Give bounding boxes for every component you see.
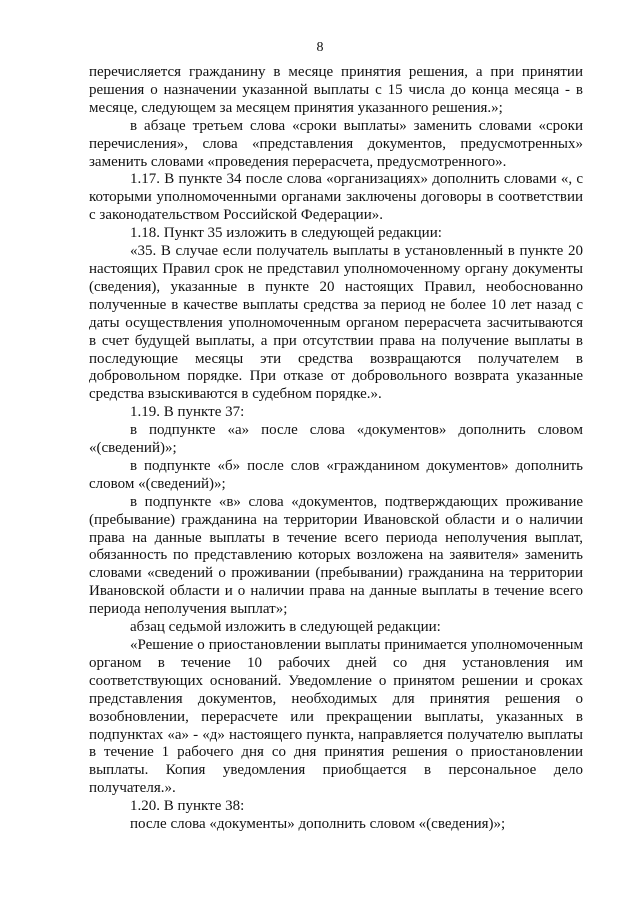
paragraph-1: перечисляется гражданину в месяце принятия решения, а при принятии решения о назначении указанной выплаты с 15 числа до конца месяца - в месяце, следующем за месяцем принятия указанного решения.»; [89,64,583,116]
paragraph-11: «Решение о приостановлении выплаты принимается уполномоченным органом в течение 10 рабочих дней со дня установления им соответствующих оснований. Уведомление о принятом решении и сроках представления документов, необходимых для принятия решения о возобновлении, перерасчете или прекращении выплаты, указанных в подпунктах «а» - «д» настоящего пункта, направляется получателю выплаты в течение 1 рабочего дня со дня принятия решения о приостановлении выплаты. Копия уведомления приобщается в персональное дело получателя.». [89,637,583,797]
paragraph-12: 1.20. В пункте 38: [130,798,245,815]
paragraph-5: «35. В случае если получатель выплаты в установленный в пункте 20 настоящих Правил срок не представил уполномоченному органу документы (сведения), указанные в пункте 20 настоящих Правил, необоснованно полученные в качестве выплаты средства за период не более 10 лет назад с даты осуществления уполномоченным органом перерасчета засчитываются в счет будущей выплаты, а при отсутствии права на получение выплаты в последующие месяцы эти средства возвращаются получателем в добровольном порядке. При отказе от добровольного возврата указанные средства взыскиваются в судебном порядке.». [89,243,583,403]
paragraph-13: после слова «документы» дополнить словом «(сведения)»; [130,816,506,833]
page-number: 8 [316,40,324,55]
document-body [89,64,583,834]
paragraph-4: 1.18. Пункт 35 изложить в следующей редакции: [130,225,442,242]
paragraph-7: в подпункте «а» после слова «документов» дополнить словом «(сведений)»; [89,422,583,457]
paragraph-6: 1.19. В пункте 37: [130,404,245,421]
paragraph-9: в подпункте «в» слова «документов, подтверждающих проживание (пребывание) гражданина на территории Ивановской области и о наличии права на данные выплаты в течение всего периода неполучения выплат, обязанность по представлению которых возложена на заявителя» заменить словами «сведений о проживании (пребывании) гражданина на территории Ивановской области и о наличии права на данные выплаты в течение всего периода неполучения выплат»; [89,493,583,618]
paragraph-3: 1.17. В пункте 34 после слова «организациях» дополнить словами «, с которыми уполномоченными органами заключены договоры в соответствии с законодательством Российской Федерации». [89,171,583,224]
paragraph-2: в абзаце третьем слова «сроки выплаты» заменить словами «сроки перечисления», слова «представления документов, предусмотренных» заменить словами «проведения перерасчета, предусмотренного». [89,117,583,170]
paragraph-10: абзац седьмой изложить в следующей редакции: [130,619,441,636]
paragraph-8: в подпункте «б» после слов «гражданином документов» дополнить словом «(сведений)»; [89,457,583,492]
